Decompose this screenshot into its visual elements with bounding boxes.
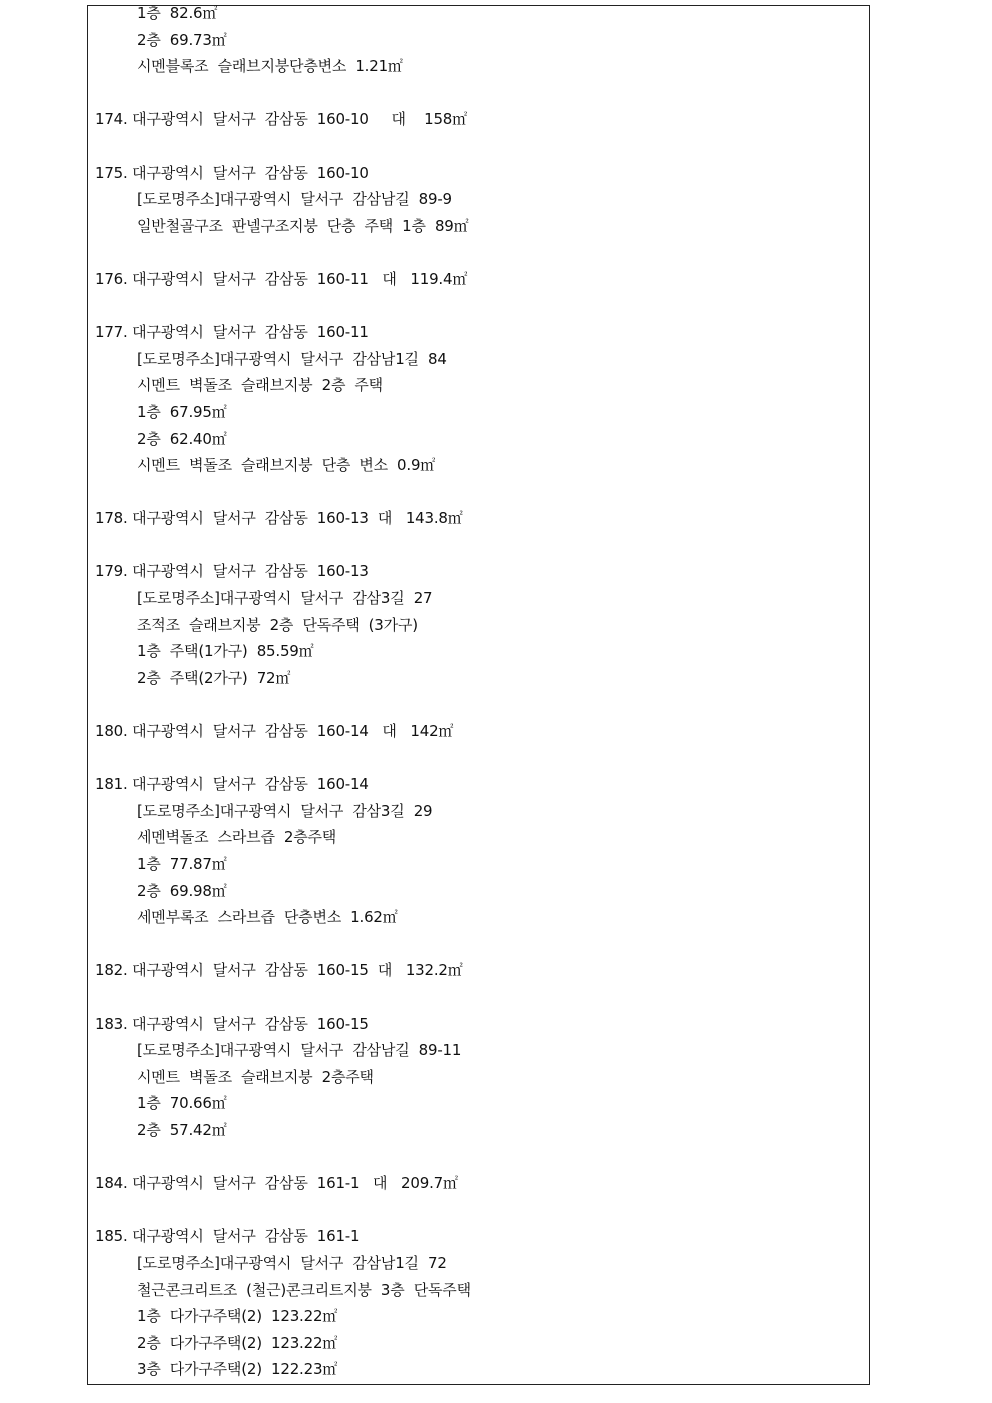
entry-detail-line: 2층 57.42㎡ <box>137 1120 227 1139</box>
entry-detail-line: 2층 62.40㎡ <box>137 429 227 448</box>
blank-line <box>95 479 865 506</box>
entry-heading: 185. 대구광역시 달서구 감삼동 161-1 <box>95 1227 360 1246</box>
blank-line <box>95 239 865 266</box>
continuation-detail-line: 1층 82.6㎡ <box>137 4 218 22</box>
entry-detail-line: 세멘부록조 스라브즙 단층변소 1.62㎡ <box>137 908 398 927</box>
entry-heading: 179. 대구광역시 달서구 감삼동 160-13 <box>95 562 369 581</box>
entry-heading: 180. 대구광역시 달서구 감삼동 160-14 대 142㎡ <box>95 722 454 741</box>
entry-detail-line: 조적조 슬래브지붕 2층 단독주택 (3가구) <box>137 615 418 634</box>
entry-detail-line: [도로명주소]대구광역시 달서구 감삼3길 27 <box>137 589 433 608</box>
entry-detail-line: 철근콘크리트조 (철근)콘크리트지붕 3층 단독주택 <box>137 1280 471 1299</box>
blank-line <box>95 745 865 772</box>
entry-detail-line: 시멘트 벽돌조 슬래브지붕 단층 변소 0.9㎡ <box>137 456 436 475</box>
entry-heading: 183. 대구광역시 달서구 감삼동 160-15 <box>95 1014 369 1033</box>
entry-detail-line: 시멘트 벽돌조 슬래브지붕 2층 주택 <box>137 376 383 395</box>
blank-line <box>95 984 865 1011</box>
entry-detail-line: 3층 다가구주택(2) 122.23㎡ <box>137 1360 338 1379</box>
entry-detail-line: 2층 69.98㎡ <box>137 881 227 900</box>
entry-detail-line: 2층 다가구주택(2) 123.22㎡ <box>137 1333 338 1352</box>
entry-heading: 182. 대구광역시 달서구 감삼동 160-15 대 132.2㎡ <box>95 961 463 980</box>
entry-heading: 177. 대구광역시 달서구 감삼동 160-11 <box>95 323 369 342</box>
continuation-detail-line: 시멘블록조 슬래브지붕단층변소 1.21㎡ <box>137 57 403 76</box>
blank-line <box>95 80 865 107</box>
entry-detail-line: 1층 67.95㎡ <box>137 402 227 421</box>
continuation-detail-line: 2층 69.73㎡ <box>137 30 227 49</box>
property-list <box>95 0 865 1383</box>
entry-detail-line: [도로명주소]대구광역시 달서구 감삼남길 89-11 <box>137 1041 462 1060</box>
entry-detail-line: 시멘트 벽돌조 슬래브지붕 2층주택 <box>137 1067 374 1086</box>
entry-detail-line: 일반철골구조 판넬구조지붕 단층 주택 1층 89㎡ <box>137 216 469 235</box>
entry-detail-line: [도로명주소]대구광역시 달서구 감삼남길 89-9 <box>137 190 452 209</box>
entry-detail-line: 1층 70.66㎡ <box>137 1094 227 1113</box>
blank-line <box>95 1197 865 1224</box>
entry-heading: 174. 대구광역시 달서구 감삼동 160-10 대 158㎡ <box>95 110 467 129</box>
entry-detail-line: [도로명주소]대구광역시 달서구 감삼남1길 84 <box>137 349 447 368</box>
entry-heading: 184. 대구광역시 달서구 감삼동 161-1 대 209.7㎡ <box>95 1174 458 1193</box>
entry-detail-line: 1층 다가구주택(2) 123.22㎡ <box>137 1307 338 1326</box>
blank-line <box>95 133 865 160</box>
entry-detail-line: 1층 주택(1가구) 85.59㎡ <box>137 642 314 661</box>
entry-heading: 178. 대구광역시 달서구 감삼동 160-13 대 143.8㎡ <box>95 509 463 528</box>
blank-line <box>95 1144 865 1171</box>
entry-detail-line: 세멘벽돌조 스라브즙 2층주택 <box>137 828 337 847</box>
blank-line <box>95 293 865 320</box>
entry-heading: 176. 대구광역시 달서구 감삼동 160-11 대 119.4㎡ <box>95 269 468 288</box>
entry-heading: 175. 대구광역시 달서구 감삼동 160-10 <box>95 163 369 182</box>
entry-detail-line: 1층 77.87㎡ <box>137 855 227 873</box>
entry-detail-line: [도로명주소]대구광역시 달서구 감삼3길 29 <box>137 801 433 820</box>
entry-heading: 181. 대구광역시 달서구 감삼동 160-14 <box>95 775 369 794</box>
blank-line <box>95 931 865 958</box>
blank-line <box>95 691 865 718</box>
entry-detail-line: 2층 주택(2가구) 72㎡ <box>137 668 291 687</box>
blank-line <box>95 532 865 559</box>
entry-detail-line: [도로명주소]대구광역시 달서구 감삼남1길 72 <box>137 1253 447 1272</box>
